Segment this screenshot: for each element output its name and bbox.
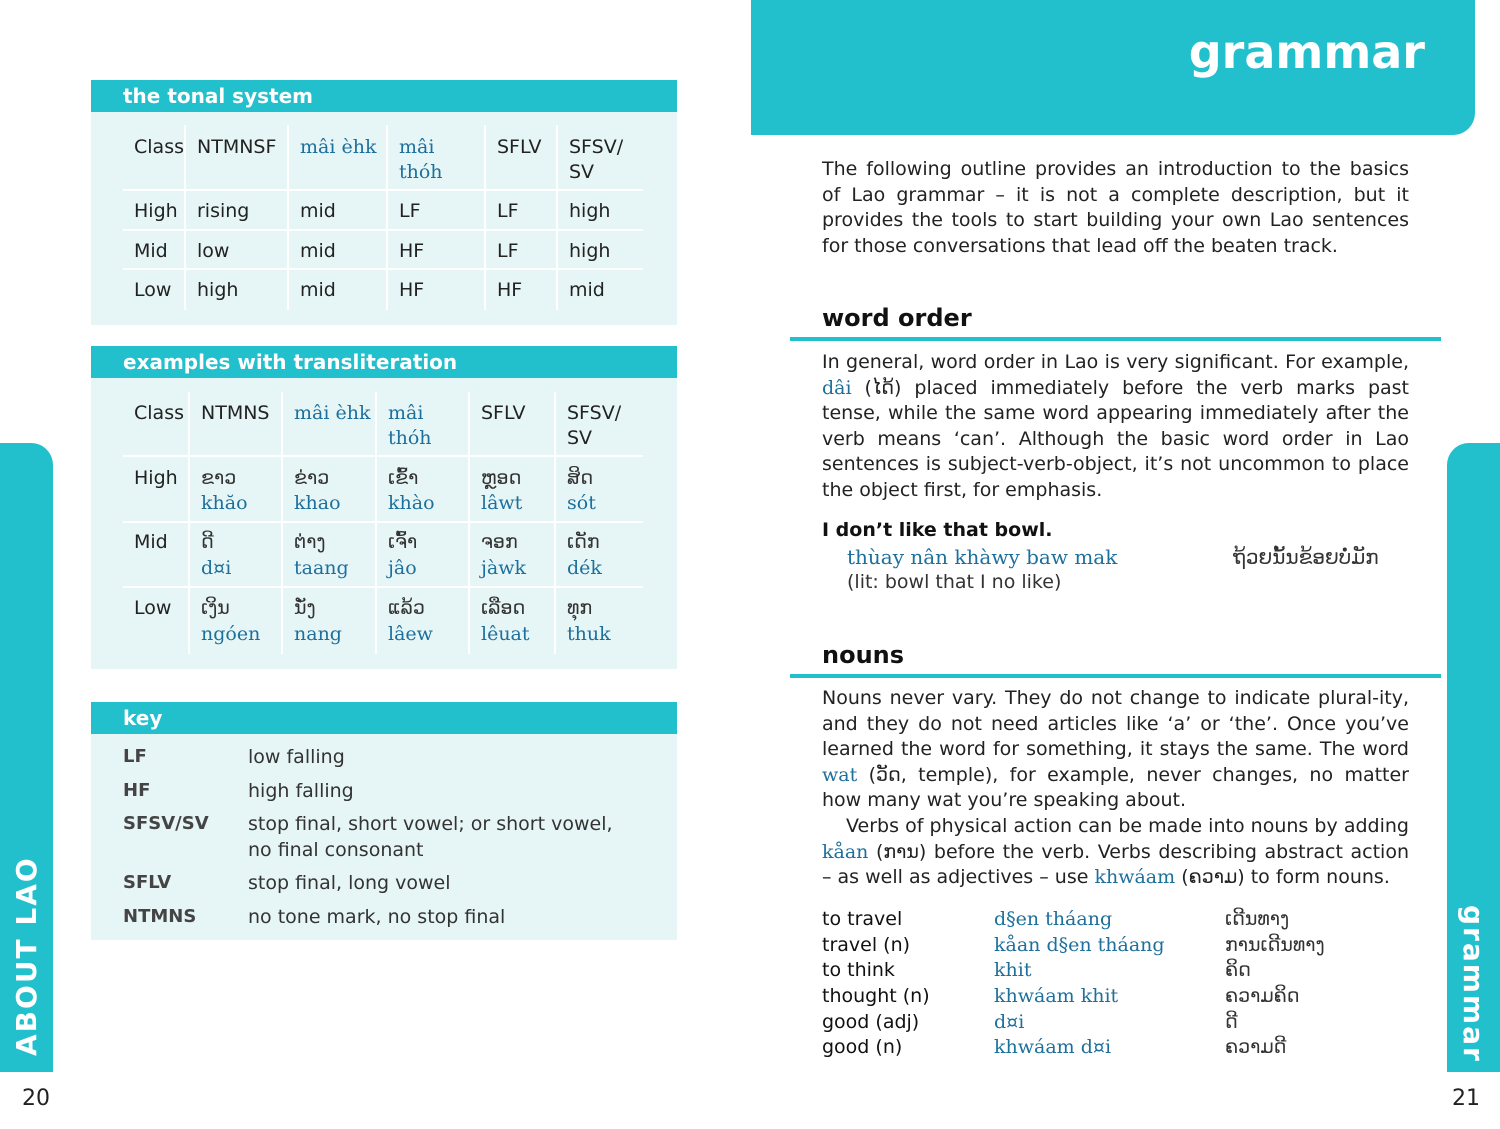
tonal-cell: low	[197, 240, 230, 262]
text-segment: (ໄດ້) placed immediately before the verb marks past tense, while the same word appearing immediately after the verb means ‘can’. Although the basic word order in Lao sentences is subject-verb-object, it’s not uncommon to place the object first, for emphasis.	[822, 376, 1409, 501]
vocab-english: thought (n)	[822, 985, 930, 1007]
nouns-rule	[790, 674, 1441, 678]
vocab-english: travel (n)	[822, 934, 911, 956]
term-highlight: kåan	[822, 840, 869, 863]
key-abbr: LF	[123, 746, 147, 767]
tonal-header-ntmnsf: NTMNSF	[197, 136, 277, 158]
term-highlight: khwáam	[1094, 866, 1176, 888]
term-highlight: wat	[822, 763, 858, 786]
lao-word: ຕ່າງ	[294, 531, 326, 553]
key-definition-cont: no final consonant	[248, 839, 424, 861]
vocab-transliteration: kåan d§en tháang	[994, 934, 1165, 956]
tonal-header-sfsv: SFSV/ SV	[569, 136, 624, 183]
tonal-cell: mid	[569, 279, 605, 301]
text-segment: Verbs of physical action can be made into nouns by adding	[846, 815, 1409, 837]
transliteration: nang	[294, 623, 342, 645]
tonal-divider	[123, 189, 643, 191]
key-header	[91, 702, 677, 734]
vocab-english: good (adj)	[822, 1011, 920, 1033]
intro-paragraph: The following outline provides an introduction to the basics of Lao grammar – it is not a complete description, but it provides the tools to start building your own Lao sentences for those conversations that lead off the beaten track.	[822, 158, 1409, 257]
examples-header-sfsv: SFSV/ SV	[567, 402, 622, 449]
tonal-header-mai-ehk: mâi èhk	[300, 136, 377, 158]
text-segment: Nouns never vary. They do not change to indicate plural-ity, and they do not need articles like ‘a’ or ‘the’. Once you’ve learned the word for something, it stays the same. The word	[822, 687, 1409, 760]
tonal-cell: high	[569, 240, 611, 262]
vocab-english: to think	[822, 959, 895, 981]
tonal-system-header	[91, 80, 677, 112]
vocab-lao: ດີ	[1225, 1011, 1238, 1033]
tonal-header-sflv: SFLV	[497, 136, 542, 158]
tonal-header-mai-thoh: mâi thóh	[399, 136, 443, 183]
examples-row-class: Mid	[134, 531, 168, 553]
example-english: I don’t like that bowl.	[822, 519, 1053, 541]
lao-word: ສິດ	[567, 467, 594, 489]
tonal-cell: rising	[197, 200, 250, 222]
key-definition: no tone mark, no stop final	[248, 906, 506, 928]
vocab-lao: ຄວາມຄິດ	[1225, 985, 1300, 1007]
vocab-english: to travel	[822, 908, 903, 930]
tonal-cell: mid	[300, 240, 336, 262]
tonal-col-divider	[184, 125, 186, 310]
word-order-paragraph	[822, 350, 1409, 503]
left-side-tab-label: ABOUT LAO	[10, 856, 43, 1056]
examples-title: examples with transliteration	[123, 350, 458, 374]
lao-word: ຫຼອດ	[481, 467, 522, 489]
lao-word: ດີ	[201, 531, 214, 553]
tonal-row-class: High	[134, 200, 178, 222]
page-title: grammar	[1188, 25, 1425, 79]
lao-word: ຈອກ	[481, 531, 518, 553]
lao-word: ຂ່າວ	[294, 467, 330, 489]
vocab-lao: ຄວາມດີ	[1225, 1036, 1287, 1058]
transliteration: lâew	[388, 623, 433, 645]
nouns-heading: nouns	[822, 641, 905, 669]
examples-col-divider	[188, 392, 190, 654]
vocab-lao: ເດີນທາງ	[1225, 908, 1290, 930]
transliteration: ngóen	[201, 623, 261, 645]
example-lao: ຖ້ວຍນັ້ນຂ້ອຍບໍ່ມັກ	[1233, 545, 1379, 569]
text-segment: (ວັດ, temple), for example, never changes, no matter how many wat you’re speaking about.	[822, 763, 1409, 811]
lao-word: ນັ່ງ	[294, 597, 316, 619]
lao-word: ເຂົ້າ	[388, 467, 419, 489]
transliteration: khào	[388, 492, 435, 514]
tonal-col-divider	[484, 125, 486, 310]
transliteration: thuk	[567, 623, 611, 645]
transliteration: khao	[294, 492, 341, 514]
tonal-col-divider	[386, 125, 388, 310]
examples-header-ntmns: NTMNS	[201, 402, 270, 424]
lao-word: ແລ້ວ	[388, 597, 425, 619]
lao-word: ຂາວ	[201, 467, 237, 489]
key-abbr: HF	[123, 780, 151, 801]
example-transliteration: thùay nân khàwy baw mak	[847, 545, 1118, 569]
word-order-rule	[790, 337, 1441, 341]
term-highlight: dâi	[822, 376, 852, 399]
key-definition: stop final, long vowel	[248, 872, 451, 894]
page-number-right: 21	[1452, 1086, 1480, 1111]
key-abbr: SFSV/SV	[123, 813, 209, 834]
example-literal: (lit: bowl that I no like)	[847, 571, 1062, 593]
tonal-cell: HF	[399, 279, 425, 301]
lao-word: ເງິນ	[201, 597, 230, 619]
transliteration: dék	[567, 557, 602, 579]
key-definition: stop final, short vowel; or short vowel,	[248, 813, 613, 835]
tonal-divider	[123, 268, 643, 270]
vocab-lao: ການເດີນທາງ	[1225, 934, 1325, 956]
transliteration: lâwt	[481, 492, 523, 514]
examples-header-mai-ehk: mâi èhk	[294, 402, 371, 424]
word-order-heading: word order	[822, 304, 972, 332]
right-side-tab-label: grammar	[1457, 905, 1490, 1063]
examples-row-class: Low	[134, 597, 172, 619]
examples-divider	[123, 521, 643, 523]
tonal-cell: mid	[300, 200, 336, 222]
tonal-cell: LF	[399, 200, 421, 222]
tonal-cell: high	[197, 279, 239, 301]
vocab-transliteration: khwáam khit	[994, 985, 1119, 1007]
transliteration: sót	[567, 492, 596, 514]
key-abbr: NTMNS	[123, 906, 197, 927]
transliteration: taang	[294, 557, 349, 579]
examples-header-mai-thoh: mâi thóh	[388, 402, 432, 449]
examples-col-divider	[281, 392, 283, 654]
lao-word: ເຈົ້າ	[388, 531, 418, 553]
tonal-cell: LF	[497, 240, 519, 262]
nouns-paragraph	[822, 686, 1409, 814]
transliteration: d¤i	[201, 557, 232, 579]
examples-col-divider	[375, 392, 377, 654]
examples-header-class: Class	[134, 402, 184, 424]
text-segment: (ການ) before the verb. Verbs describing abstract action – as well as adjectives – use	[822, 840, 1409, 888]
examples-col-divider	[468, 392, 470, 654]
transliteration: khăo	[201, 492, 248, 514]
transliteration: jàwk	[481, 557, 526, 579]
text-segment: In general, word order in Lao is very significant. For example,	[822, 351, 1409, 373]
vocab-english: good (n)	[822, 1036, 903, 1058]
vocab-lao: ຄິດ	[1225, 959, 1251, 981]
key-definition: high falling	[248, 780, 354, 802]
tonal-col-divider	[287, 125, 289, 310]
text-segment: (ຄວາມ) to form nouns.	[1181, 866, 1390, 888]
tonal-divider	[123, 229, 643, 231]
key-definition: low falling	[248, 746, 345, 768]
nouns-paragraph-2	[822, 814, 1409, 891]
examples-divider	[123, 586, 643, 588]
tonal-cell: high	[569, 200, 611, 222]
transliteration: lêuat	[481, 623, 530, 645]
examples-header-sflv: SFLV	[481, 402, 526, 424]
lao-word: ທຸກ	[567, 597, 593, 619]
transliteration: jâo	[388, 557, 417, 579]
vocab-transliteration: khit	[994, 959, 1032, 981]
tonal-cell: HF	[399, 240, 425, 262]
tonal-col-divider	[556, 125, 558, 310]
tonal-row-class: Mid	[134, 240, 168, 262]
examples-row-class: High	[134, 467, 178, 489]
tonal-cell: HF	[497, 279, 523, 301]
tonal-cell: LF	[497, 200, 519, 222]
vocab-transliteration: khwáam d¤i	[994, 1036, 1112, 1058]
examples-header	[91, 346, 677, 378]
vocab-transliteration: d§en tháang	[994, 908, 1113, 930]
key-title: key	[123, 706, 163, 730]
page-number-left: 20	[22, 1086, 50, 1111]
lao-word: ເລືອດ	[481, 597, 526, 619]
tonal-cell: mid	[300, 279, 336, 301]
key-abbr: SFLV	[123, 872, 172, 893]
tonal-row-class: Low	[134, 279, 172, 301]
lao-word: ເດັກ	[567, 531, 600, 553]
examples-divider	[123, 455, 643, 457]
vocab-transliteration: d¤i	[994, 1011, 1025, 1033]
examples-col-divider	[554, 392, 556, 654]
tonal-system-title: the tonal system	[123, 84, 313, 108]
tonal-header-class: Class	[134, 136, 184, 158]
